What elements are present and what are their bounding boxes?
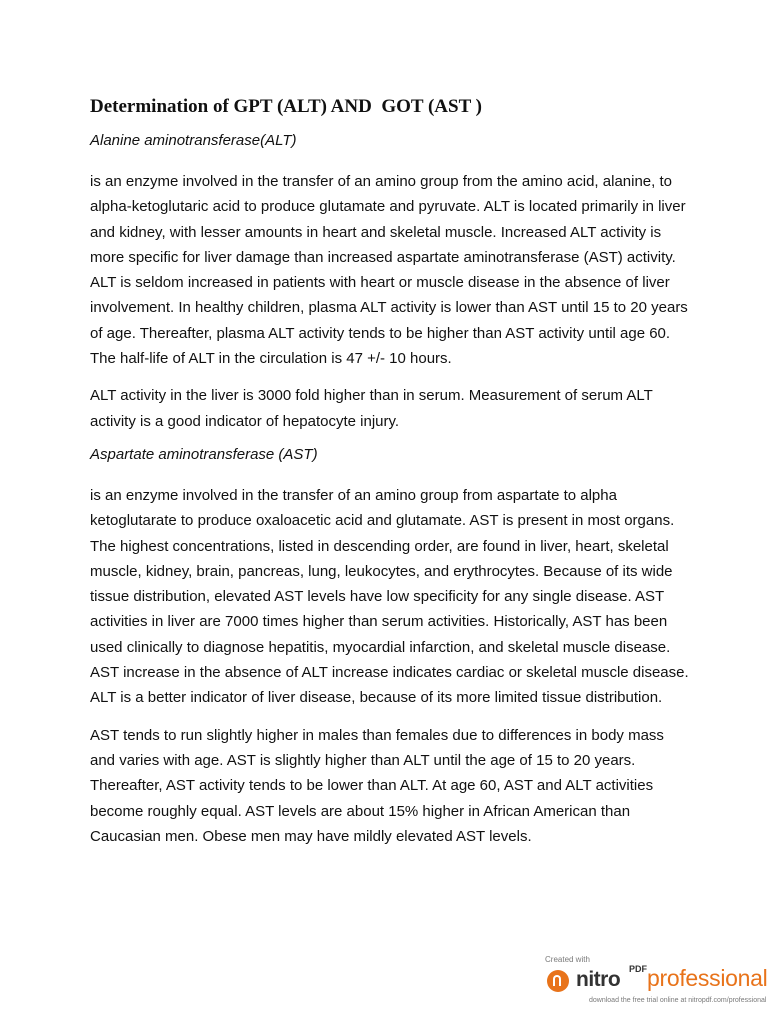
nitro-pdf-watermark — [543, 955, 768, 1015]
watermark-edition: professional — [647, 965, 768, 991]
section-heading-ast: Aspartate aminotransferase (AST) — [90, 445, 318, 463]
section-heading-alt: Alanine aminotransferase(ALT) — [90, 132, 297, 149]
section-alt — [90, 132, 690, 434]
nitro-logo-icon — [547, 970, 569, 992]
paragraph: is an enzyme involved in the transfer of an amino group from the amino acid, alanine, to alpha-ketoglutaric acid to produce glutamate and pyruvate. ALT is located primarily in liver and kidney, with lesser amounts in heart and skeletal muscle. Increased ALT activity is more specific for liver damage than increased aspartate aminotransferase (AST) activity. ALT is seldom increased in patients with heart or muscle disease in the absence of liver involvement. In healthy children, plasma ALT activity is lower than AST until 15 to 20 years of age. Thereafter, plasma ALT activity tends to be higher than AST activity until age 60. The half-life of ALT in the circulation is 47 +/- 10 hours. — [90, 173, 688, 368]
document-title: Determination of GPT (ALT) AND GOT (AST ) — [90, 96, 482, 117]
watermark-tagline: download the free trial online at nitropdf.com/professional — [589, 997, 767, 1004]
watermark-created-with: Created with — [545, 955, 590, 964]
document-body — [90, 96, 690, 861]
paragraph: ALT activity in the liver is 3000 fold higher than in serum. Measurement of serum ALT activity is a good indicator of hepatocyte injury. — [90, 387, 653, 430]
paragraph: AST tends to run slightly higher in males than females due to differences in body mass and varies with age. AST is slightly higher than ALT until the age of 15 to 20 years. Thereafter, AST activity tends to be lower than ALT. At age 60, AST and ALT activities become roughly equal. AST levels are about 15% higher in African American than Caucasian men. Obese men may have mildly elevated AST levels. — [90, 726, 664, 845]
paragraph: is an enzyme involved in the transfer of an amino group from aspartate to alpha ketoglutarate to produce oxaloacetic acid and glutamate. AST is present in most organs. The highest concentrations, listed in descending order, are found in liver, heart, skeletal muscle, kidney, brain, pancreas, lung, leukocytes, and erythrocytes. Because of its wide tissue distribution, elevated AST levels have low specificity for any single disease. AST activities in liver are 7000 times higher than serum activities. Historically, AST has been used clinically to diagnose hepatitis, myocardial infarction, and skeletal muscle disease. AST increase in the absence of ALT increase indicates cardiac or skeletal muscle disease. ALT is a better indicator of liver disease, because of its more limited tissue distribution. — [90, 486, 689, 707]
watermark-brand: nitro — [576, 968, 621, 991]
watermark-brand-superscript: PDF — [629, 964, 647, 974]
section-ast — [90, 446, 690, 849]
